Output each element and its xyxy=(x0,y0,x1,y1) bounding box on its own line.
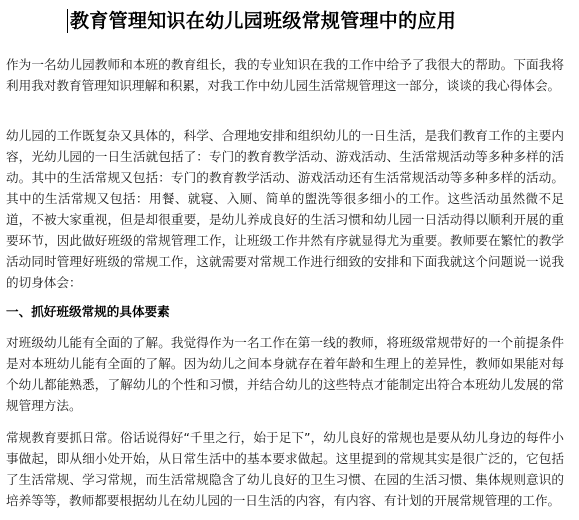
paragraph-daily-education: 常规教育要抓日常。俗话说得好“千里之行，始于足下”，幼儿良好的常规也是要从幼儿身边的每件小事做起，即从细小处开始，从日常生活中的基本要求做起。这里提到的常规其实是很广泛的，它包括了生活常规、学习常规，而生活常规隐含了幼儿良好的卫生习惯、在园的生活习惯、集体规则意识的培养等等，教师都要根据幼儿在幼儿园的一日生活的内容，有内容、有计划的开展常规管理的工作。 xyxy=(6,430,564,508)
paragraph-understand-child: 对班级幼儿能有全面的了解。我觉得作为一名工作在第一线的教师，将班级常规带好的一个前提条件是对本班幼儿能有全面的了解。因为幼儿之间本身就存在着年龄和生理上的差异性，教师如果能对每个幼儿都能熟悉，了解幼儿的个性和习惯，并结合幼儿的这些特点才能制定出符合本班幼儿发展的常规管理方法。 xyxy=(6,335,564,413)
section-heading: 一、抓好班级常规的具体要素 xyxy=(6,304,170,319)
text-cursor xyxy=(67,9,68,33)
paragraph-daily-life: 幼儿园的工作既复杂又具体的，科学、合理地安排和组织幼儿的一日生活，是我们教育工作的主要内容，光幼儿园的一日生活就包括了：专门的教育教学活动、游戏活动、生活常规活动等多种多样的活动。其中的生活常规又包括：专门的教育教学活动、游戏活动还有生活常规活动等多种多样的活动。其中的生活常规又包括：用餐、就寝、入厕、简单的盥洗等很多细小的工作。这些活动虽然微不足道，不被大家重视，但是却很重要，是幼儿养成良好的生活习惯和幼儿园一日活动得以顺利开展的重要环节，因此做好班级的常规管理工作，让班级工作井然有序就显得尤为重要。教师要在繁忙的教学活动同时管理好班级的常规工作，这就需要对常规工作进行细致的安排和下面我就这个问题说一说我的切身体会： xyxy=(6,128,564,290)
document-title: 教育管理知识在幼儿园班级常规管理中的应用 xyxy=(70,10,457,32)
paragraph-intro: 作为一名幼儿园教师和本班的教育组长，我的专业知识在我的工作中给予了我很大的帮助。下面我将利用我对教育管理知识理解和积累，对我工作中幼儿园生活常规管理这一部分，谈谈的我心得体会。 xyxy=(6,57,564,93)
